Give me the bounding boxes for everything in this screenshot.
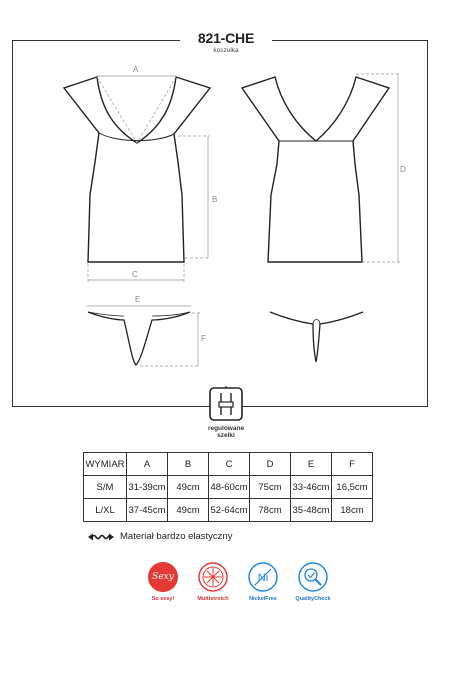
label-f: F — [201, 334, 206, 343]
header-cell: E — [291, 453, 332, 476]
badge-multistretch — [188, 562, 238, 602]
header-cell: WYMIAR — [84, 453, 127, 476]
table-cell: 31-39cm — [127, 476, 168, 499]
header-cell: F — [332, 453, 373, 476]
adjustable-straps-line1: regulowane — [207, 425, 245, 432]
size-cell: S/M — [84, 476, 127, 499]
label-e: E — [135, 295, 141, 304]
header-cell: B — [168, 453, 209, 476]
table-cell: 49cm — [168, 499, 209, 522]
table-row — [84, 476, 373, 499]
table-cell: 37-45cm — [127, 499, 168, 522]
header-cell: C — [209, 453, 250, 476]
nickel-free-icon — [248, 562, 278, 592]
stretch-arrow-icon — [88, 533, 114, 541]
elastic-note — [88, 531, 232, 542]
dim-a — [97, 76, 176, 143]
table-cell: 48-60cm — [209, 476, 250, 499]
size-table — [83, 452, 373, 522]
badge-label: So sexy! — [151, 596, 175, 602]
feature-badges — [138, 562, 338, 602]
back-thong — [270, 312, 363, 362]
label-a: A — [133, 65, 139, 74]
dim-d — [356, 74, 400, 262]
size-cell: L/XL — [84, 499, 127, 522]
table-cell: 16,5cm — [332, 476, 373, 499]
table-row — [84, 499, 373, 522]
sexy-symbol: Sexy — [152, 572, 174, 582]
table-cell: 75cm — [250, 476, 291, 499]
badge-label: Multistretch — [197, 596, 229, 602]
adjustable-straps-line2: szelki — [217, 432, 235, 439]
sexy-icon — [148, 562, 178, 592]
badge-qualitycheck — [288, 562, 338, 602]
table-cell: 33-46cm — [291, 476, 332, 499]
badge-so-sexy — [138, 562, 188, 602]
multistretch-icon — [198, 562, 228, 592]
product-type: koszulka — [213, 47, 239, 54]
table-cell: 35-48cm — [291, 499, 332, 522]
badge-label: QualityCheck — [295, 596, 331, 602]
badge-nickelfree — [238, 562, 288, 602]
label-b: B — [212, 195, 218, 204]
quality-check-icon — [298, 562, 328, 592]
header-cell: D — [250, 453, 291, 476]
header-cell: A — [127, 453, 168, 476]
adjustable-strap-icon — [210, 388, 242, 420]
ni-symbol: Ni — [257, 572, 269, 584]
size-table-header — [84, 453, 373, 476]
label-d: D — [400, 165, 406, 174]
table-cell: 49cm — [168, 476, 209, 499]
badge-label: NickelFree — [249, 596, 277, 602]
adjustable-straps-label — [196, 425, 256, 439]
table-cell: 52-64cm — [209, 499, 250, 522]
table-cell: 78cm — [250, 499, 291, 522]
product-code: 821-CHE — [197, 30, 255, 46]
back-garment — [242, 77, 389, 262]
table-cell: 18cm — [332, 499, 373, 522]
front-garment — [64, 77, 210, 262]
elastic-note-text: Materiał bardzo elastyczny — [120, 531, 233, 542]
front-thong — [88, 312, 190, 365]
label-c: C — [132, 270, 138, 279]
dim-f — [140, 313, 200, 366]
